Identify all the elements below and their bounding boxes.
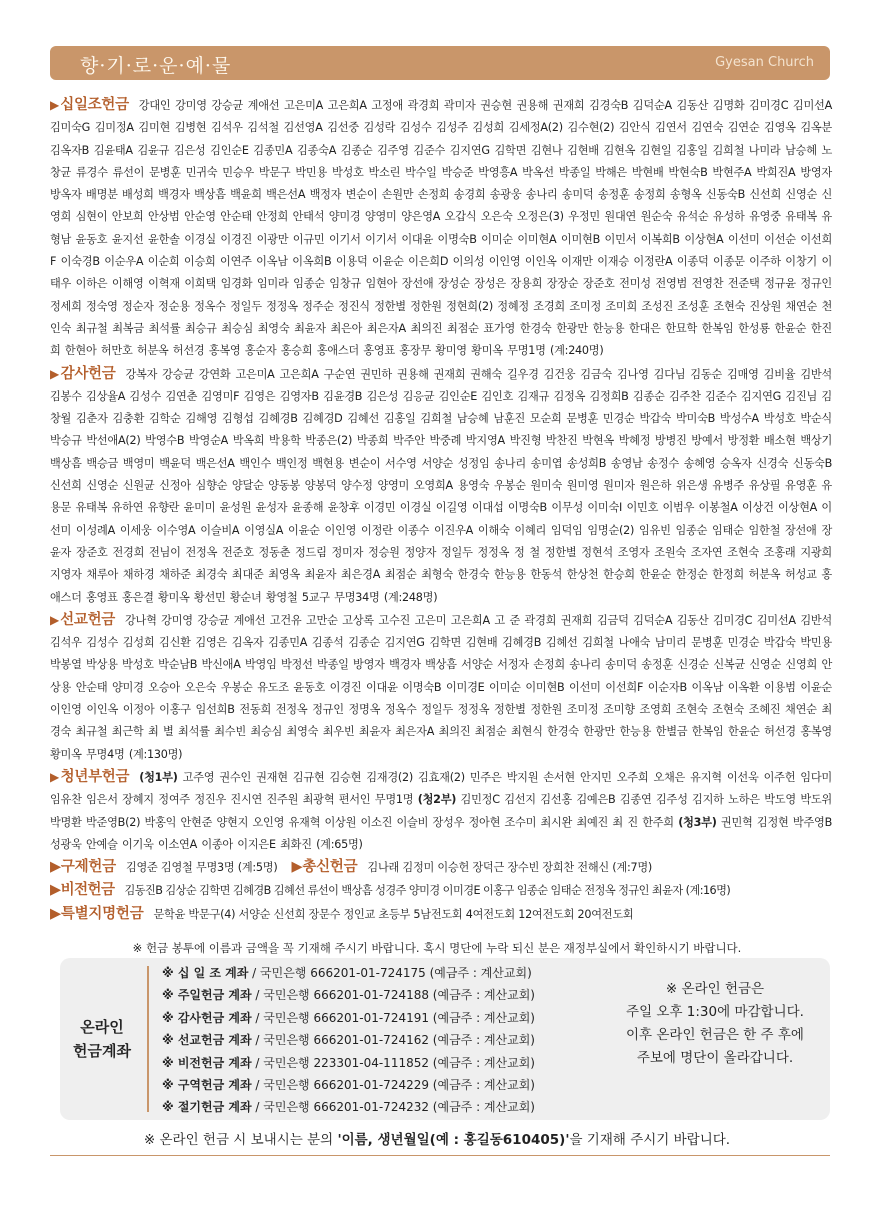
triangle-right-icon: ▶	[50, 882, 61, 899]
vision-names: 김동진B 김상순 김학면 김혜경B 김혜선 류선이 백상흠 성경주 양미경 이미경E 이홍구 임종순 임태순 전정옥 정규인 최윤자 (계:16명)	[124, 884, 731, 898]
bottom-divider	[50, 1155, 830, 1156]
youth-names-1: 고주영 권수인 권재현 김규현 김승현 김재경(2) 김효재(2) 민주은 박지원 손서현 안지민 오주희 오채은 유지혁 이선욱 이주헌 임다미 임유찬 임은서 장혜지 정여주 정진우 진시연 진주원 최광혁 편서인 무명1명	[50, 770, 832, 807]
triangle-right-icon: ▶	[50, 612, 60, 627]
triangle-right-icon: ▶	[291, 859, 303, 876]
triangle-right-icon: ▶	[50, 859, 61, 876]
designated-names: 문학윤 박문구(4) 서양순 신선희 장문수 정인교 초등부 5남전도회 4여전도회 12여전도회 20여전도회	[153, 907, 634, 921]
divider	[147, 966, 149, 1112]
thanks-names: 강복자 강승균 강연화 고은미A 고은희A 구순연 권민하 권용해 권재희 권해숙 길우경 김건웅 김금숙 김나영 김다님 김동순 김매영 김비율 김반석 김봉수 김상율A 김성수 김연춘 김영미F 김영은 김영자B 김윤경B 김은성 김응균 김인순E 김인호 김재규 김정옥 김정희B 김종순 김주찬 김준수 김지연G 김진님 김창월 김춘자 김충환 김학순 김해영 김형섭 김혜경B 김혜경D 김혜선 김홍일 김희철 남승혜 남훈진 모순희 문병훈 민경순 박갑숙 박미숙B 박성수A 박성호 박순식 박승규 박선애A(2) 박영수B 박영순A 박옥희 박용학 박종은(2) 박종희 박주안 박중례 박지영A 박진형 박찬진 박현옥 박혜정 방병진 방예서 방정환 배소현 백상기 백상흠 백승금 백영미 백윤덕 백은선A 백인수 백인정 백현용 변순이 서수영 서양순 성정임 송나리 송미엽 송성희B 송영남 송정수 송혜영 승옥자 신경숙 신동숙B 신선희 신영순 신원균 신정아 심향순 양달순 양동봉 양봉덕 양수정 양영미 오영희A 용영숙 우봉순 원미숙 원미영 원미자 원은하 위은생 유병주 유상필 유영훈 유용문 유태복 유하연 유향란 윤미미 윤성원 윤성자 윤종해 윤창후 이경민 이경실 이길영 이대섭 이명숙B 이무성 이미숙I 이민호 이범우 이봉철A 이상건 이상현A 이선미 이성례A 이세웅 이수영A 이슬비A 이영실A 이윤순 이인영 이정란 이종수 이진우A 이해숙 이혜리 임덕임 임명순(2) 임유빈 임종순 임태순 임한철 장선애 장윤자 장준호 전경희 전님이 전정옥 전준호 정동춘 정드림 정미자 정승원 정양자 정일두 정정옥 정 철 정한별 정현석 조영자 조원숙 조자연 조현숙 조홍래 지광희 지영자 채루아 채하경 채하준 최경숙 최대준 최영옥 최윤자 최은경A 최점순 최형숙 한경숙 한능용 한동석 한상천 한승희 한윤순 한정순 한정희 허분옥 허성교 홍애스더 홍영표 홍은결 황미옥 황선민 황순녀 황영철 5교구 무명34명 (계:248명)	[50, 367, 832, 604]
mission-names: 강나혁 강미영 강승균 계애선 고건유 고만순 고상록 고수진 고은미 고은희A 고 준 곽경희 권재희 김금덕 김덕순A 김동산 김미경C 김미선A 김반석 김석우 김성수 김성희 김신환 김영은 김옥자 김종민A 김종석 김종순 김지연G 김학면 김현배 김혜경B 김혜선 김희철 나애숙 남미리 문병훈 민경순 박갑숙 박민용 박봉열 박상용 박성호 박순남B 박신애A 박영임 박정선 박종일 방영자 백경자 백상흠 서양순 서정자 손정희 송나리 송미덕 송정훈 신경순 신복균 신영순 신영희 안상용 안순태 양미경 오승아 오은숙 우봉순 유도조 윤동호 이경진 이대윤 이명숙B 이미경E 이미순 이미현B 이선미 이선희F 이순자B 이옥남 이옥환 이용범 이윤순 이인영 이인옥 이정아 이홍구 임선희B 전동희 전정옥 정규인 정명옥 정옥수 정일두 정정옥 정한별 정한원 조미정 조미향 조영희 조현숙 조현숙 조혜진 채연순 최경숙 최규철 최근학 최 별 최석률 최수빈 최승심 최영숙 최우빈 최윤자 최은자A 최의진 최점순 최현식 한경숙 한광만 한능용 한별금 한복임 한윤순 허선경 홍복영 황미옥 무명4명 (계:130명)	[50, 613, 832, 761]
account-row: ※ 절기헌금 계좌 / 국민은행 666201-01-724232 (예금주 : 계산교회)	[162, 1100, 535, 1115]
triangle-right-icon: ▶	[50, 366, 60, 381]
youth-section	[50, 766, 832, 856]
vision-heading: ▶비전헌금	[50, 882, 115, 899]
youth-names-3: 권민혁 김정현 박주영B 성광욱 안예슬 이기욱 이소연A 이종아 이지은E 최화진 (계:65명)	[50, 815, 832, 851]
section-title: 향·기·로·운·예·물	[80, 55, 232, 77]
youth-heading: ▶청년부헌금	[50, 768, 130, 785]
youth-names-2: 김민정C 김선지 김선홍 김예은B 김종연 김주성 김지하 노하은 박도영 박도위 박명환 박준영B(2) 박홍익 안현준 양현지 오인영 유재혁 이상원 이소진 이슬비 장성우 정아현 조수미 최시완 최예진 최 진 한주희	[50, 793, 832, 829]
account-list	[162, 962, 535, 1119]
online-name-notice: ※ 온라인 헌금 시 보내시는 분의 '이름, 생년월일(예 : 홍길동610405)'을 기재해 주시기 바랍니다.	[143, 1132, 731, 1148]
triangle-right-icon: ▶	[50, 98, 60, 112]
youth-group-3: (청3부)	[678, 815, 717, 829]
relief-newbelief-row	[50, 856, 832, 879]
relief-names: 김영준 김영철 무명3명 (계:5명)	[125, 861, 278, 875]
youth-group-2: (청2부)	[417, 793, 457, 807]
relief-heading: ▶구제헌금	[50, 859, 116, 876]
youth-group-1: (청1부)	[139, 770, 178, 784]
church-name: Gyesan Church	[715, 55, 814, 70]
account-row: ※ 구역헌금 계좌 / 국민은행 666201-01-724229 (예금주 : 계산교회)	[162, 1078, 535, 1093]
section-banner	[50, 46, 830, 80]
account-row: ※ 선교헌금 계좌 / 국민은행 666201-01-724162 (예금주 : 계산교회)	[162, 1033, 535, 1048]
thanks-section	[50, 363, 832, 609]
account-row: ※ 십 일 조 계좌 / 국민은행 666201-01-724175 (예금주 : 계산교회)	[162, 966, 532, 980]
mission-section	[50, 609, 832, 766]
offering-list	[50, 94, 832, 926]
online-label: 온라인 헌금계좌	[73, 1018, 131, 1060]
triangle-right-icon: ▶	[50, 905, 61, 922]
thanks-heading: ▶감사헌금	[50, 365, 116, 382]
newbelief-names: 김나래 김정미 이승헌 장덕근 장수빈 장희찬 전해신 (계:7명)	[367, 861, 652, 875]
online-account-panel	[60, 958, 830, 1120]
envelope-notice: ※ 헌금 봉투에 이름과 금액을 꼭 기재해 주시기 바랍니다. 혹시 명단에 누락 되신 분은 재정부실에서 확인하시기 바랍니다.	[132, 941, 742, 955]
vision-row	[50, 879, 832, 902]
tithe-section	[50, 94, 832, 363]
designated-heading: ▶특별지명헌금	[50, 905, 144, 922]
mission-heading: ▶선교헌금	[50, 611, 115, 628]
tithe-heading: ▶십일조헌금	[50, 97, 129, 113]
account-row: ※ 감사헌금 계좌 / 국민은행 666201-01-724191 (예금주 : 계산교회)	[162, 1010, 535, 1025]
account-row: ※ 주일헌금 계좌 / 국민은행 666201-01-724188 (예금주 : 계산교회)	[162, 988, 535, 1003]
tithe-names: 강대인 강미영 강승균 계애선 고은미A 고은희A 고정애 곽경희 곽미자 권승현 권용해 권재희 김경숙B 김덕순A 김동산 김명화 김미경C 김미선A 김미숙G 김미정A 김미현 김병현 김석우 김석철 김선영A 김선중 김성락 김성수 김성주 김성희 김세정A(2) 김수현(2) 김안식 김연서 김연숙 김연순 김영옥 김옥분 김옥자B 김윤태A 김윤규 김은성 김인순E 김종민A 김종숙A 김종순 김주영 김준수 김지연G 김학면 김현나 김현배 김현옥 김현일 김홍일 김희철 나미라 남승혜 노창균 류경수 류선이 문병훈 민귀숙 민승우 박문구 박민용 박성호 박소린 박수일 박승준 박영흥A 박옥선 박종일 박해은 박현배 박현숙B 박현주A 박희진A 방영자 방옥자 배명분 배성희 백경자 백상흠 백윤희 백은선A 백정자 변순이 손원만 손정희 송경희 송광웅 송나리 송미덕 송정훈 송정희 송형옥 신동숙B 신선희 신영순 신영희 심현이 안보희 안상범 안순영 안순태 안정희 안태석 양미경 양영미 양은영A 오갑식 오은숙 오정은(3) 우정민 원대연 원순숙 유석순 유성하 유영중 유태복 유형남 윤동호 윤지선 윤한솔 이경실 이경진 이광만 이규민 이기서 이기서 이대윤 이명숙B 이미순 이미현A 이미현B 이민서 이복희B 이상현A 이선미 이선순 이선희F 이숙경B 이순우A 이순희 이승희 이연주 이옥남 이옥희B 이용덕 이윤순 이은희D 이의성 이인영 이인옥 이재만 이재승 이정란A 이종덕 이종문 이주하 이창기 이태우 이하은 이해영 이혁재 이희택 임경화 임미라 임종순 임창규 임현아 장선애 장성순 장성은 장용희 장장순 장준호 전미성 전영범 전영찬 전준택 정규윤 정규인 정세희 정숙영 정순자 정순용 정옥수 정일두 정정옥 정주순 정진식 정한별 정한원 정현희(2) 정혜정 조경희 조미정 조미희 조성진 조성훈 조현숙 진상원 채연순 천인숙 최규철 최복금 최석률 최승규 최승심 최영숙 최윤자 최은아 최은자A 최의진 최점순 표가영 한경숙 한광만 한능용 한대은 한묘학 한복임 한성룡 한윤순 한진희 한현아 허만호 허분옥 허선경 홍복영 홍순자 홍승희 홍애스더 홍영표 홍장무 황미영 황미옥 무명1명 (계:240명)	[50, 99, 832, 358]
newbelief-heading: ▶총신헌금	[291, 859, 358, 876]
triangle-right-icon: ▶	[50, 769, 60, 784]
online-deadline-note: ※ 온라인 헌금은 주일 오후 1:30에 마감합니다. 이후 온라인 헌금은 한 주 후에 주보에 명단이 올라갑니다.	[626, 981, 804, 1066]
designated-row	[50, 903, 832, 926]
account-row: ※ 비전헌금 계좌 / 국민은행 223301-04-111852 (예금주 : 계산교회)	[162, 1055, 535, 1070]
